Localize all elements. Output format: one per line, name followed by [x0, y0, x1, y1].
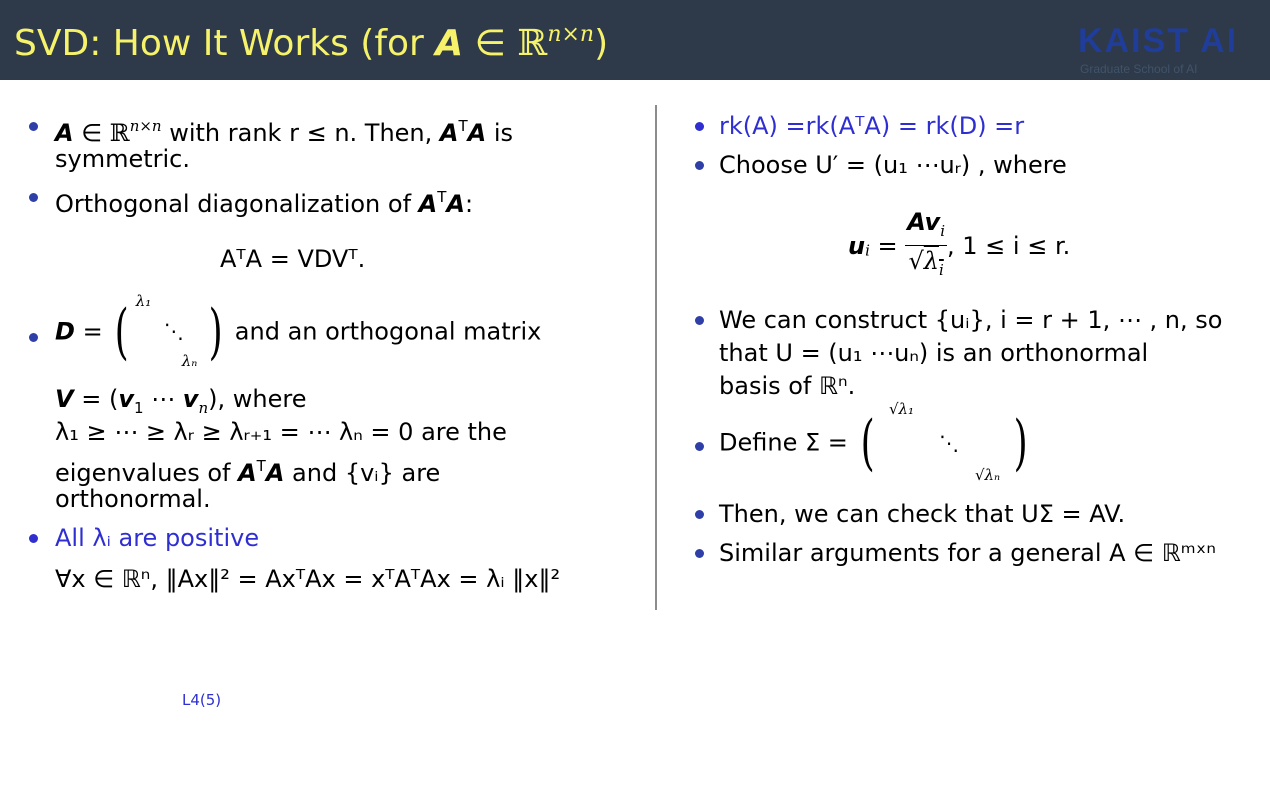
left-item-3-matrix-line: D = ( λ₁ ⋱ λₙ ) and an orthogonal matrix [55, 292, 542, 370]
footer-link-label[interactable]: L4(5) [182, 691, 222, 709]
right-item-3-line-2: that U = (u₁ ⋯uₙ) is an orthonormal [719, 339, 1149, 367]
left-item-3-line-4: eigenvalues of $A^TA$ and {vᵢ} are [55, 457, 441, 487]
header-bar [0, 0, 1270, 80]
right-item-6: Similar arguments for a general A ∈ ℝᵐˣⁿ [719, 539, 1216, 567]
bullet-marker [695, 316, 704, 325]
bullet-marker [29, 534, 38, 543]
bullet-marker [695, 510, 704, 519]
left-item-3-line-3: λ₁ ≥ ⋯ ≥ λᵣ ≥ λᵣ₊₁ = ⋯ λₙ = 0 are the [55, 418, 507, 446]
right-item-3-line-1: We can construct {uᵢ}, i = r + 1, ⋯ , n, so [719, 306, 1223, 334]
bullet-marker [695, 161, 704, 170]
bullet-marker [695, 442, 704, 451]
left-item-1-line-1: A ∈ ℝ$^{n\times n}$ with rank r ≤ n. Then, $A^TA$ is [55, 117, 514, 147]
bullet-marker [29, 122, 38, 131]
slide-title: SVD: How It Works (for A ∈ ℝ$^{n\times n}$) [14, 22, 609, 64]
left-item-3-line-5: orthonormal. [55, 485, 211, 513]
bullet-marker [695, 549, 704, 558]
left-item-1-line-2: symmetric. [55, 145, 190, 173]
left-equation: AᵀA = VDVᵀ. [220, 245, 366, 273]
bullet-marker [29, 333, 38, 342]
bullet-marker [695, 122, 704, 131]
right-item-5: Then, we can check that UΣ = AV. [719, 500, 1126, 528]
right-item-4-sigma: Define Σ = ( √λ₁ ⋱ √λₙ ) [719, 400, 1028, 484]
kaist-ai-logo: KAIST AI [1078, 22, 1239, 60]
left-item-4-formula: ∀x ∈ ℝⁿ, ‖Ax‖² = AxᵀAx = xᵀAᵀAx = λᵢ ‖x‖² [55, 565, 561, 593]
right-item-3-line-3: basis of ℝⁿ. [719, 372, 856, 400]
logo-subtitle: Graduate School of AI [1080, 62, 1198, 76]
right-item-2: Choose U′ = (u₁ ⋯uᵣ) , where [719, 151, 1067, 179]
left-item-4: All λᵢ are positive [55, 524, 260, 552]
right-formula-ui: ui = $\frac{Av_i}{√\lambda_i}$ , 1 ≤ i ≤ r. [848, 208, 1071, 279]
bullet-marker [29, 193, 38, 202]
right-item-1: rk(A) =rk(AᵀA) = rk(D) =r [719, 112, 1025, 140]
left-item-2: Orthogonal diagonalization of $A^TA$: [55, 188, 474, 218]
left-item-3-line-2: $V = (v_1$ ⋯ $v_n$), where [55, 385, 307, 417]
column-divider [655, 105, 657, 610]
